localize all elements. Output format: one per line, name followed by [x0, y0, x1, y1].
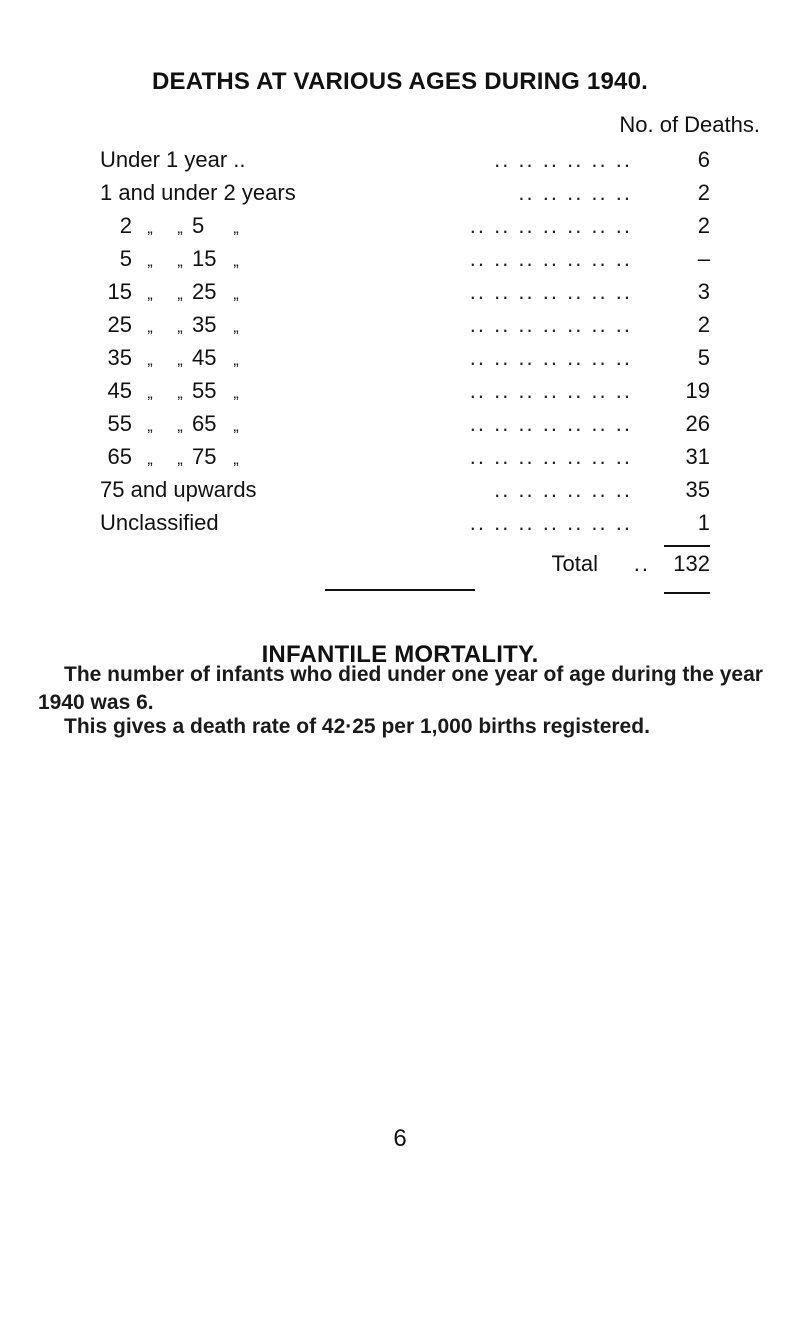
death-count: 2: [697, 312, 710, 337]
table-row: [100, 311, 710, 339]
page-title: DEATHS AT VARIOUS AGES DURING 1940.: [152, 68, 648, 95]
leader-dots: .. .. .. .. .. .. ..: [469, 246, 632, 271]
leader-dots: .. .. .. .. .. .. ..: [469, 213, 632, 238]
ditto-mark: „: [233, 220, 239, 237]
table-row: [100, 377, 710, 405]
death-count: 6: [697, 147, 710, 172]
age-from: 45: [107, 378, 132, 403]
ditto-mark: „: [147, 385, 153, 402]
ditto-mark: „: [147, 451, 153, 468]
ditto-mark: „: [233, 319, 239, 336]
age-to: 5: [192, 213, 205, 238]
total-row: [100, 549, 710, 579]
age-to: 75: [192, 444, 217, 469]
death-count: 2: [697, 213, 710, 238]
leader-dots: .. .. .. .. .. .. ..: [469, 411, 632, 436]
total-label: Total: [551, 551, 598, 576]
ditto-mark: „: [147, 352, 153, 369]
age-range-label: [100, 410, 310, 441]
ditto-mark: „: [147, 319, 153, 336]
table-row: [100, 443, 710, 471]
ditto-mark: „: [233, 418, 239, 435]
age-group-label: 75 and upwards: [100, 477, 257, 502]
table-row: [100, 344, 710, 372]
ditto-mark: „: [147, 220, 153, 237]
deaths-column-header: No. of Deaths.: [619, 112, 760, 137]
sum-rule-bottom: [664, 592, 710, 594]
paragraph-line: The number of infants who died under one year of age during the year: [64, 663, 763, 686]
age-range-label: [100, 344, 310, 375]
leader-dots: .. .. .. .. .. .. ..: [469, 345, 632, 370]
table-row: [100, 509, 710, 537]
ditto-mark: „: [147, 286, 153, 303]
age-to: 65: [192, 411, 217, 436]
age-range-label: [100, 377, 310, 408]
leader-dots: .. .. .. .. .. ..: [494, 147, 632, 172]
age-from: 15: [107, 279, 132, 304]
ditto-mark: „: [177, 253, 183, 270]
death-count: 1: [697, 510, 710, 535]
age-from: 65: [107, 444, 132, 469]
death-count: 35: [685, 477, 710, 502]
age-from: 25: [107, 312, 132, 337]
page-number: 6: [393, 1125, 407, 1152]
age-from: 55: [107, 411, 132, 436]
ditto-mark: „: [233, 286, 239, 303]
age-group-label: Unclassified: [100, 510, 219, 535]
leader-dots: .. .. .. .. .. .. ..: [469, 444, 632, 469]
ditto-mark: „: [233, 451, 239, 468]
age-to: 35: [192, 312, 217, 337]
sum-rule-top: [664, 545, 710, 547]
leader-dots: .. .. .. .. ..: [518, 180, 632, 205]
age-range-label: [100, 245, 310, 276]
age-range-label: [100, 443, 310, 474]
table-row: [100, 278, 710, 306]
age-from: 35: [107, 345, 132, 370]
death-count: 31: [685, 444, 710, 469]
ditto-mark: „: [177, 385, 183, 402]
table-row: [100, 476, 710, 504]
leader-dots: ..: [633, 551, 650, 576]
ditto-mark: „: [147, 253, 153, 270]
age-group-label: 1 and under 2 years: [100, 180, 296, 205]
death-count: 26: [685, 411, 710, 436]
age-to: 15: [192, 246, 217, 271]
ditto-mark: „: [233, 253, 239, 270]
ditto-mark: „: [177, 220, 183, 237]
age-from: 2: [119, 213, 132, 238]
ditto-mark: „: [147, 418, 153, 435]
paragraph-line: This gives a death rate of 42·25 per 1,000 births registered.: [64, 715, 650, 738]
ditto-mark: „: [233, 385, 239, 402]
section-divider: [325, 589, 475, 591]
ditto-mark: „: [177, 418, 183, 435]
age-group-label: Under 1 year ..: [100, 147, 246, 172]
death-count: 19: [685, 378, 710, 403]
paragraph-line: 1940 was 6.: [38, 691, 154, 714]
age-range-label: [100, 212, 310, 243]
age-to: 25: [192, 279, 217, 304]
section-title: INFANTILE MORTALITY.: [261, 641, 539, 668]
table-row: [100, 179, 710, 207]
leader-dots: .. .. .. .. .. ..: [494, 477, 632, 502]
age-from: 5: [119, 246, 132, 271]
ditto-mark: „: [233, 352, 239, 369]
table-row: [100, 212, 710, 240]
leader-dots: .. .. .. .. .. .. ..: [469, 279, 632, 304]
table-row: [100, 245, 710, 273]
ditto-mark: „: [177, 286, 183, 303]
table-row: [100, 146, 710, 174]
ditto-mark: „: [177, 451, 183, 468]
ditto-mark: „: [177, 352, 183, 369]
death-count: 2: [697, 180, 710, 205]
death-count: 3: [697, 279, 710, 304]
total-value: 132: [673, 551, 710, 576]
age-range-label: [100, 278, 310, 309]
leader-dots: .. .. .. .. .. .. ..: [469, 378, 632, 403]
leader-dots: .. .. .. .. .. .. ..: [469, 312, 632, 337]
age-to: 45: [192, 345, 217, 370]
ditto-mark: „: [177, 319, 183, 336]
death-count: 5: [697, 345, 710, 370]
death-count: –: [697, 246, 710, 271]
age-range-label: [100, 311, 310, 342]
leader-dots: .. .. .. .. .. .. ..: [469, 510, 632, 535]
age-to: 55: [192, 378, 217, 403]
table-row: [100, 410, 710, 438]
